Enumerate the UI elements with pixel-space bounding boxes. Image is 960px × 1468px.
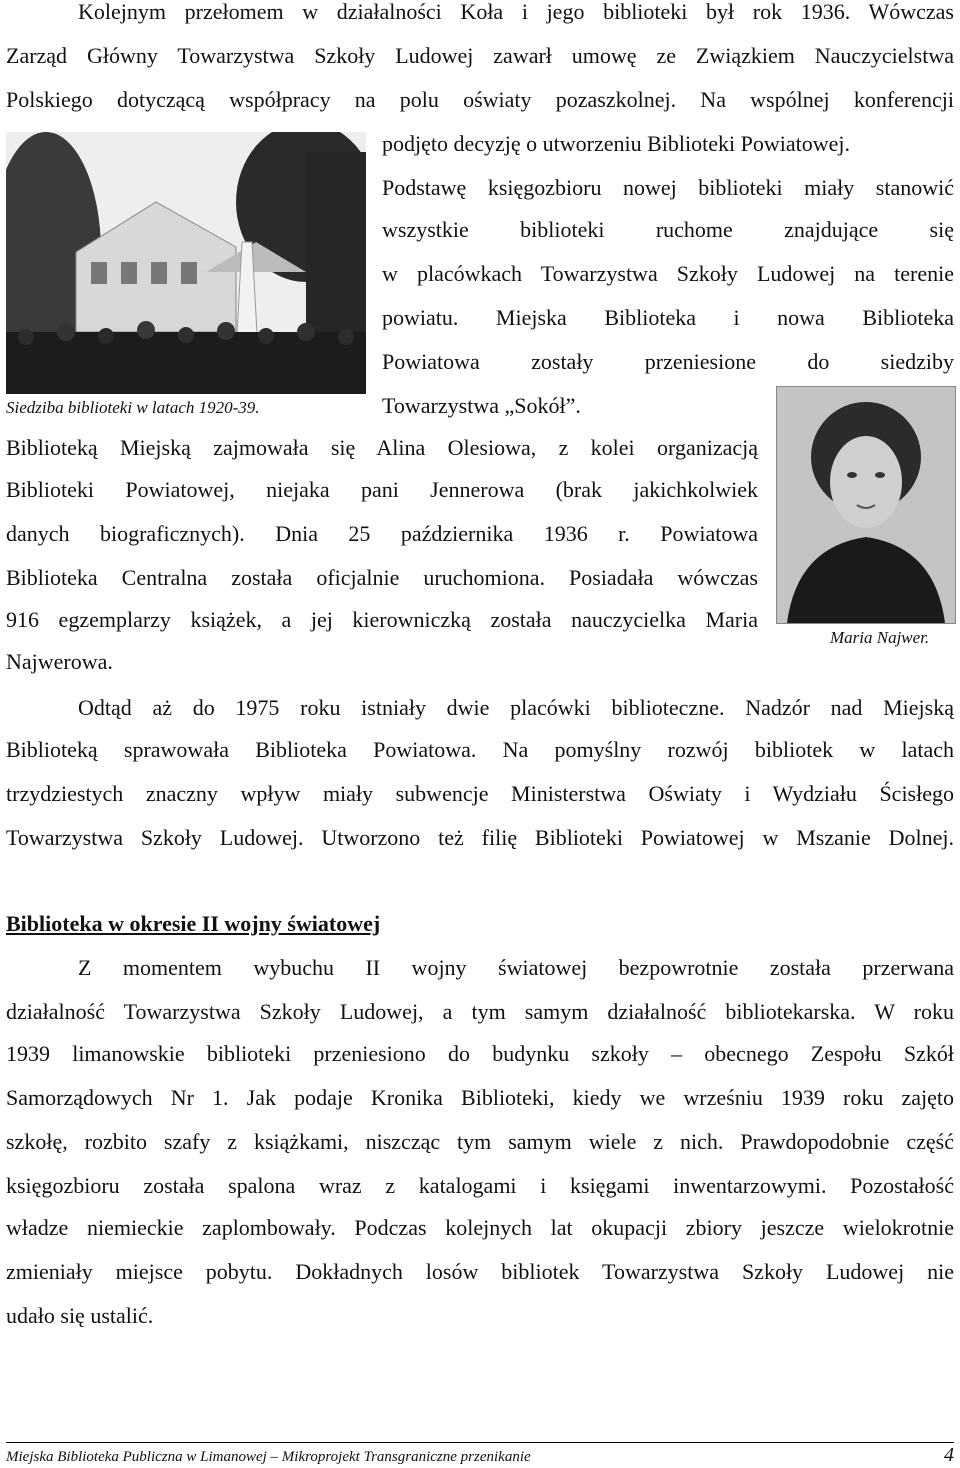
paragraph2-line-4: Biblioteka Centralna została oficjalnie uruchomiona. Posiadała wówczas bbox=[6, 565, 758, 590]
paragraph1-line-7: w placówkach Towarzystwa Szkoły Ludowej na terenie bbox=[382, 261, 954, 286]
paragraph3-line-4: Towarzystwa Szkoły Ludowej. Utworzono też filię Biblioteki Powiatowej w Mszanie Dolnej. bbox=[6, 825, 954, 850]
footer-rule bbox=[6, 1442, 954, 1443]
paragraph4-line-8: zmieniały miejsce pobytu. Dokładnych losów bibliotek Towarzystwa Szkoły Ludowej nie bbox=[6, 1259, 954, 1284]
library-building-caption: Siedziba biblioteki w latach 1920-39. bbox=[6, 398, 260, 417]
library-building-illustration bbox=[6, 132, 366, 394]
paragraph4-line-9: udało się ustalić. bbox=[6, 1303, 154, 1328]
paragraph1-line-2: Zarząd Główny Towarzystwa Szkoły Ludowej zawarł umowę ze Związkiem Nauczycielstwa bbox=[6, 43, 954, 68]
portrait-illustration bbox=[777, 387, 955, 623]
paragraph1-line-5: Podstawę księgozbioru nowej biblioteki miały stanowić bbox=[382, 175, 954, 200]
paragraph3-line-1: Odtąd aż do 1975 roku istniały dwie placówki biblioteczne. Nadzór nad Miejską bbox=[78, 695, 954, 720]
paragraph4-line-1: Z momentem wybuchu II wojny światowej bezpowrotnie została przerwana bbox=[78, 955, 954, 980]
paragraph2-line-5: 916 egzemplarzy książek, a jej kierowniczką została nauczycielka Maria bbox=[6, 607, 758, 632]
portrait-caption: Maria Najwer. bbox=[830, 628, 930, 647]
paragraph2-line-3: danych biograficznych). Dnia 25 października 1936 r. Powiatowa bbox=[6, 521, 758, 546]
portrait-photo bbox=[776, 386, 956, 624]
paragraph1-line-4: podjęto decyzję o utworzeniu Biblioteki Powiatowej. bbox=[382, 131, 851, 156]
paragraph4-line-7: władze niemieckie zaplombowały. Podczas kolejnych lat okupacji zbiory jeszcze wielokrotnie bbox=[6, 1215, 954, 1240]
paragraph1-line-3: Polskiego dotyczącą współpracy na polu oświaty pozaszkolnej. Na wspólnej konferencji bbox=[6, 87, 954, 112]
paragraph1-line-6: wszystkie biblioteki ruchome znajdujące się bbox=[382, 217, 954, 242]
paragraph4-line-2: działalność Towarzystwa Szkoły Ludowej, a tym samym działalność bibliotekarska. W roku bbox=[6, 999, 954, 1024]
page-number: 4 bbox=[944, 1444, 954, 1466]
paragraph2-line-6: Najwerowa. bbox=[6, 649, 113, 674]
footer-text: Miejska Biblioteka Publiczna w Limanowej – Mikroprojekt Transgraniczne przenikanie bbox=[6, 1449, 531, 1465]
paragraph2-line-2: Biblioteki Powiatowej, niejaka pani Jennerowa (brak jakichkolwiek bbox=[6, 477, 758, 502]
paragraph1-line-8: powiatu. Miejska Biblioteka i nowa Biblioteka bbox=[382, 305, 954, 330]
paragraph1-line-9: Powiatowa zostały przeniesione do siedziby bbox=[382, 349, 954, 374]
library-building-photo bbox=[6, 132, 366, 394]
section-heading: Biblioteka w okresie II wojny światowej bbox=[6, 911, 381, 936]
paragraph4-line-6: księgozbioru została spalona wraz z katalogami i księgami inwentarzowymi. Pozostałość bbox=[6, 1173, 954, 1198]
paragraph4-line-5: szkołę, rozbito szafy z książkami, niszcząc tym samym wiele z nich. Prawdopodobnie część bbox=[6, 1129, 954, 1154]
paragraph2-line-1: Biblioteką Miejską zajmowała się Alina Olesiowa, z kolei organizacją bbox=[6, 435, 758, 460]
paragraph3-line-3: trzydziestych znaczny wpływ miały subwencje Ministerstwa Oświaty i Wydziału Ścisłego bbox=[6, 781, 954, 806]
paragraph3-line-2: Biblioteką sprawowała Biblioteka Powiatowa. Na pomyślny rozwój bibliotek w latach bbox=[6, 737, 954, 762]
paragraph4-line-4: Samorządowych Nr 1. Jak podaje Kronika Biblioteki, kiedy we wrześniu 1939 roku zajęto bbox=[6, 1085, 954, 1110]
paragraph1-line-10: Towarzystwa „Sokół”. bbox=[382, 393, 581, 418]
paragraph1-line-1: Kolejnym przełomem w działalności Koła i jego biblioteki był rok 1936. Wówczas bbox=[78, 0, 954, 24]
paragraph4-line-3: 1939 limanowskie biblioteki przeniesiono do budynku szkoły – obecnego Zespołu Szkół bbox=[6, 1041, 954, 1066]
